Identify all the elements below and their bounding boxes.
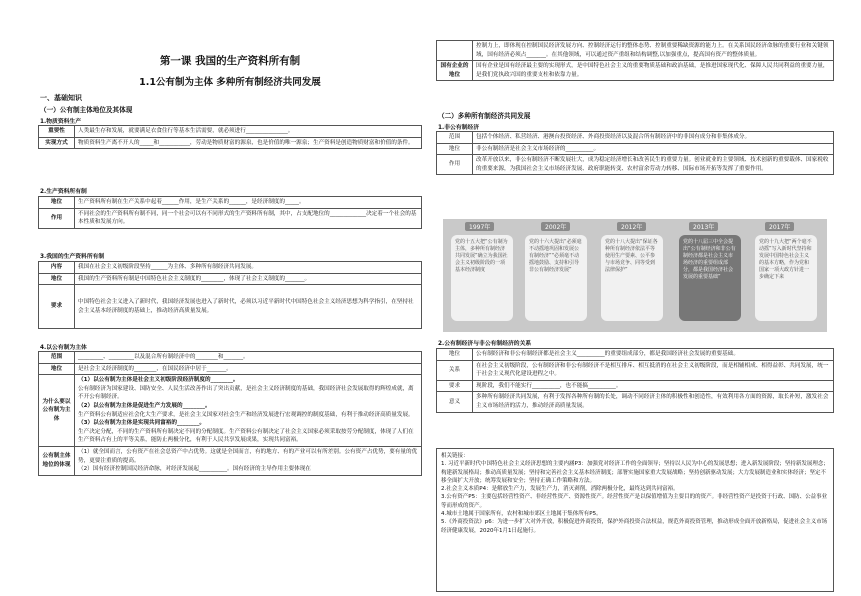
subheading-public-dominant: 4.以公有制为主体 xyxy=(40,345,87,351)
row-value: 人类最生存和发展，就要满足衣食住行等基本生活需要，就必须进行_______________。 xyxy=(75,126,422,138)
table-row xyxy=(437,132,834,144)
timeline-year: 2013年 xyxy=(689,222,718,231)
table-row xyxy=(437,360,834,380)
table-row xyxy=(437,41,834,61)
related-item: 2.社会主义本质P4：是解放生产力，发展生产力，消灭剥削，消除两极分化，最终达到共同富裕。 xyxy=(441,486,679,493)
embodiment-text: （2）国有经济控制国民经济命脉，对经济发展起__________。国有经济的主导作用主要体现在 xyxy=(78,466,311,473)
table-state-enterprise xyxy=(436,40,834,81)
subheading-non-public: 1.非公有制经济 xyxy=(438,125,480,131)
table-row xyxy=(437,61,834,81)
row-value: 国有企业是国有经济最主要的实现形式，是中国特色社会主义的重要物质基础和政治基础，是推进国家现代化、保障人民共同利益的重要力量，是我们党执政兴国的重要支柱和依靠力量。 xyxy=(473,61,834,81)
row-value: 多种所有制经济共同发展，有利于发挥各种所有制的长处，调动不同经济主体的积极性和创造性，有效利用各方面的资源，取长补短，激发社会主义市场经济的活力，推动经济高质量发展。 xyxy=(473,392,834,412)
row-value: 现阶段，我们不能实行__________，也不能搞__________。 xyxy=(473,380,834,392)
table-row xyxy=(39,446,422,475)
table-row xyxy=(437,143,834,155)
table-non-public xyxy=(436,131,834,175)
related-item: 3.公有资产P5：主要包括经营性资产、非经营性资产、资源性资产。经营性资产是以保值增值为主要目的的资产。非经营性资产是投资于行政、国防、公益事业等而形成的资产。 xyxy=(441,494,828,509)
timeline-card: 党的十八届三中全会提出“公有制经济和非公有制经济都是社会主义市场经济的重要组成部分，都是我国经济社会发展的重要基础” xyxy=(679,235,741,321)
row-value: 我国的生产资料所有制是中国特色社会主义制度的________，体现了社会主义制度的_______。 xyxy=(75,273,422,285)
related-links-box xyxy=(436,448,834,592)
part-heading-2: （二）多种所有制经济共同发展 xyxy=(438,112,531,120)
table-material-production xyxy=(38,125,422,149)
table-row xyxy=(39,363,422,375)
reason-heading: （3）以公有制为主体是实现共同富裕的________。 xyxy=(78,420,205,427)
row-value: 中国特色社会主义进入了新时代，我国经济发展也进入了新时代，必须以习近平新时代中国特色社会主义经济思想为科学指引，在坚持社会主义基本经济制度的基础上，推动经济高质量发展。 xyxy=(75,285,422,329)
table-row xyxy=(39,285,422,329)
table-row xyxy=(39,126,422,138)
related-item: 1. 习近平新时代中国特色社会主义经济思想的主要内涵P3：加强党对经济工作的全面领导；坚持以人民为中心的发展思想；进入新发展阶段；坚持新发展理念；构建新发展格局；推动高质量发展；坚持和完善社会主义基本经济制度；部署实施国家重大发展战略；坚持创新驱动发展；大力发展制造业和实体经济；坚定不移全面扩大开放；统筹发展和安全；坚持正确工作策略和方法。 xyxy=(441,461,829,484)
row-value: 改革开放以来，非公有制经济不断发展壮大，成为稳定经济增长和改善民生的重要力量。创业就业的主要领域、技术创新的重要载体、国家税收的重要来源，为我国社会主义市场经济发展、政府职能转变、农村富余劳动力转移、国际市场开拓等发挥了重要作用。 xyxy=(473,155,834,175)
reason-text: 生产资料公有制适应社会化大生产要求，是社会主义国家对社会生产和经济发展进行宏观调控的制度基础，有利于推动经济高质量发展。 xyxy=(78,411,414,418)
row-key: 重要性 xyxy=(39,126,75,138)
row-key: 地位 xyxy=(437,349,473,361)
row-key: 作用 xyxy=(437,155,473,175)
reason-heading: （2）以公有制为主体是促进生产力发展的________。 xyxy=(78,402,211,409)
page-subtitle: 1.1公有制为主体 多种所有制经济共同发展 xyxy=(139,77,321,88)
timeline-year: 2002年 xyxy=(541,222,570,231)
row-key: 国有企业的地位 xyxy=(437,61,473,81)
reason-heading: （1）以公有制为主体是社会主义初级阶段经济制度的________。 xyxy=(78,377,239,384)
related-title: 相关链接： xyxy=(441,453,469,459)
reason-text: 公有制经济为国家建设、国防安全、人民生活改善作出了突出贡献，是社会主义经济制度的基础，我国经济社会发展取得的辉煌成就，离不开公有制经济。 xyxy=(78,385,414,401)
table-row xyxy=(39,137,422,149)
row-value: 在社会主义初级阶段，公有制经济和非公有制经济不是相互排斥、相互抵消的在社会主义初级阶段，而是相辅相成、相得益彰、共同发展，统一于社会主义现代化建设进程之中。 xyxy=(473,360,834,380)
row-key xyxy=(437,41,473,61)
table-row xyxy=(39,208,422,228)
table-row xyxy=(39,352,422,364)
row-key: 地位 xyxy=(39,273,75,285)
timeline-year: 2012年 xyxy=(617,222,646,231)
row-value: 生产资料所有制在生产关系中起着______作用，是生产关系的______，是经济制度的_____。 xyxy=(75,197,422,209)
subheading-relationship: 2.公有制经济与非公有制经济的关系 xyxy=(438,341,532,347)
part-heading-1: （一）公有制主体地位及其体现 xyxy=(40,106,133,114)
table-row xyxy=(39,262,422,274)
row-value: _________、_________以及混合所有制经济中的________和_______。 xyxy=(75,352,422,364)
row-key: 地位 xyxy=(437,143,473,155)
row-key: 地位 xyxy=(39,363,75,375)
row-value: 包括个体经济、私营经济、港澳台投资经济、外商投资经济以及混合所有制经济中的非国有成分和非集体成分。 xyxy=(473,132,834,144)
timeline-card: 党的十九大把“两个毫不动摇”写入新时代坚持和发展中国特色社会主义的基本方略，作为党和国家一项大政方针进一步确定下来 xyxy=(755,235,817,321)
row-key: 公有制主体地位的体现 xyxy=(39,446,75,475)
row-key: 范围 xyxy=(39,352,75,364)
row-key: 内容 xyxy=(39,262,75,274)
timeline-card: 党的十六大提出“必须毫不动摇地巩固和发展公有制经济”“必须毫不动摇地鼓励、支持和引导非公有制经济发展” xyxy=(525,235,587,321)
related-item: 4.城市土地属于国家所有，农村和城市郊区土地属于集体所有P5。 xyxy=(441,511,602,518)
related-item: 5.《外商投资法》p6：为进一步扩大对外开放，积极促进外商投资，保护外商投资合法权益，规范外商投资管理，推动形成全面开放新格局，促进社会主义市场经济健康发展，2020年1月1日起施行。 xyxy=(441,519,828,534)
embodiment-text: （1）就全国而言，公有资产在社会总资产中占优势。这就是全国而言，有的地方、有的产业可以有所差别。公有资产占优势，要有量的优势，更要注重质的提高。 xyxy=(78,448,418,464)
policy-timeline-image xyxy=(443,219,827,332)
table-our-ownership xyxy=(38,261,422,329)
subheading-ownership: 2.生产资料所有制 xyxy=(40,189,87,195)
table-relationship xyxy=(436,348,834,413)
row-key: 实现方式 xyxy=(39,137,75,149)
row-key: 要求 xyxy=(437,380,473,392)
row-key: 意义 xyxy=(437,392,473,412)
timeline-card: 党的十五大把“公有制为主体，多种所有制经济共同发展”确立为我国社会主义初级阶段的一项基本经济制度 xyxy=(451,235,513,321)
table-row xyxy=(437,349,834,361)
row-value xyxy=(75,375,422,447)
page-title: 第一课 我国的生产资料所有制 xyxy=(159,55,301,67)
row-value: 物质资料生产离不开人的_____和___________，劳动是物质财富的源泉，也是价值的唯一源泉；生产资料是创造物质财富和价值的条件。 xyxy=(75,137,422,149)
row-value xyxy=(75,446,422,475)
table-ownership xyxy=(38,196,422,229)
row-key: 作用 xyxy=(39,208,75,228)
table-row xyxy=(39,375,422,447)
subheading-our-ownership: 3.我国的生产资料所有制 xyxy=(40,254,105,260)
table-row xyxy=(39,273,422,285)
timeline-year: 2017年 xyxy=(765,222,794,231)
timeline-year: 1997年 xyxy=(465,222,494,231)
row-key: 为什么要以公有制为主体 xyxy=(39,375,75,447)
table-row xyxy=(39,197,422,209)
row-value: 我国在社会主义初级阶段坚持______为主体、多种所有制经济共同发展。 xyxy=(75,262,422,274)
table-row xyxy=(437,380,834,392)
subheading-material-production: 1.物质资料生产 xyxy=(40,119,82,125)
section-heading-basics: 一、基础知识 xyxy=(40,94,82,102)
row-key: 地位 xyxy=(39,197,75,209)
row-value: 不同社会的生产资料所有制不同，同一个社会可以有不同形式的生产资料所有制，其中，占支配地位的_____________决定着一个社会的基本性质和发展方向。 xyxy=(75,208,422,228)
row-value: 公有制经济和非公有制经济都是社会主义__________的重要组成部分，都是我国经济社会发展的重要基础。 xyxy=(473,349,834,361)
row-value: 控制力上，即体现在控制国民经济发展方向、控制经济运行的整体态势、控制重要稀缺资源的能力上。在关系国民经济命脉的重要行业和关键领域，国有经济必须占_______。在其他领域，可以通过资产重组和结构调整,以加强重点，提高国有资产的整体质量。 xyxy=(473,41,834,61)
row-value: 是社会主义经济制度的________，在国民经济中居于_______。 xyxy=(75,363,422,375)
table-public-dominant xyxy=(38,351,422,476)
table-row xyxy=(437,155,834,175)
row-value: 非公有制经济是社会主义市场经济的__________。 xyxy=(473,143,834,155)
reason-text: 生产决定分配，不同的生产资料所有制决定不同的分配制度。生产资料公有制决定了社会主义国家必须采取按劳分配制度，体现了人们在生产资料占有上的平等关系，能防止两极分化，有利于人民共享发展成果，实现共同富裕。 xyxy=(78,428,414,444)
table-row xyxy=(437,392,834,412)
row-key: 范围 xyxy=(437,132,473,144)
row-key: 关系 xyxy=(437,360,473,380)
timeline-card: 党的十八大提出“保证各种所有制经济依法平等使用生产要素、公平参与市场竞争、同等受到法律保护” xyxy=(601,235,663,321)
row-key: 要求 xyxy=(39,285,75,329)
